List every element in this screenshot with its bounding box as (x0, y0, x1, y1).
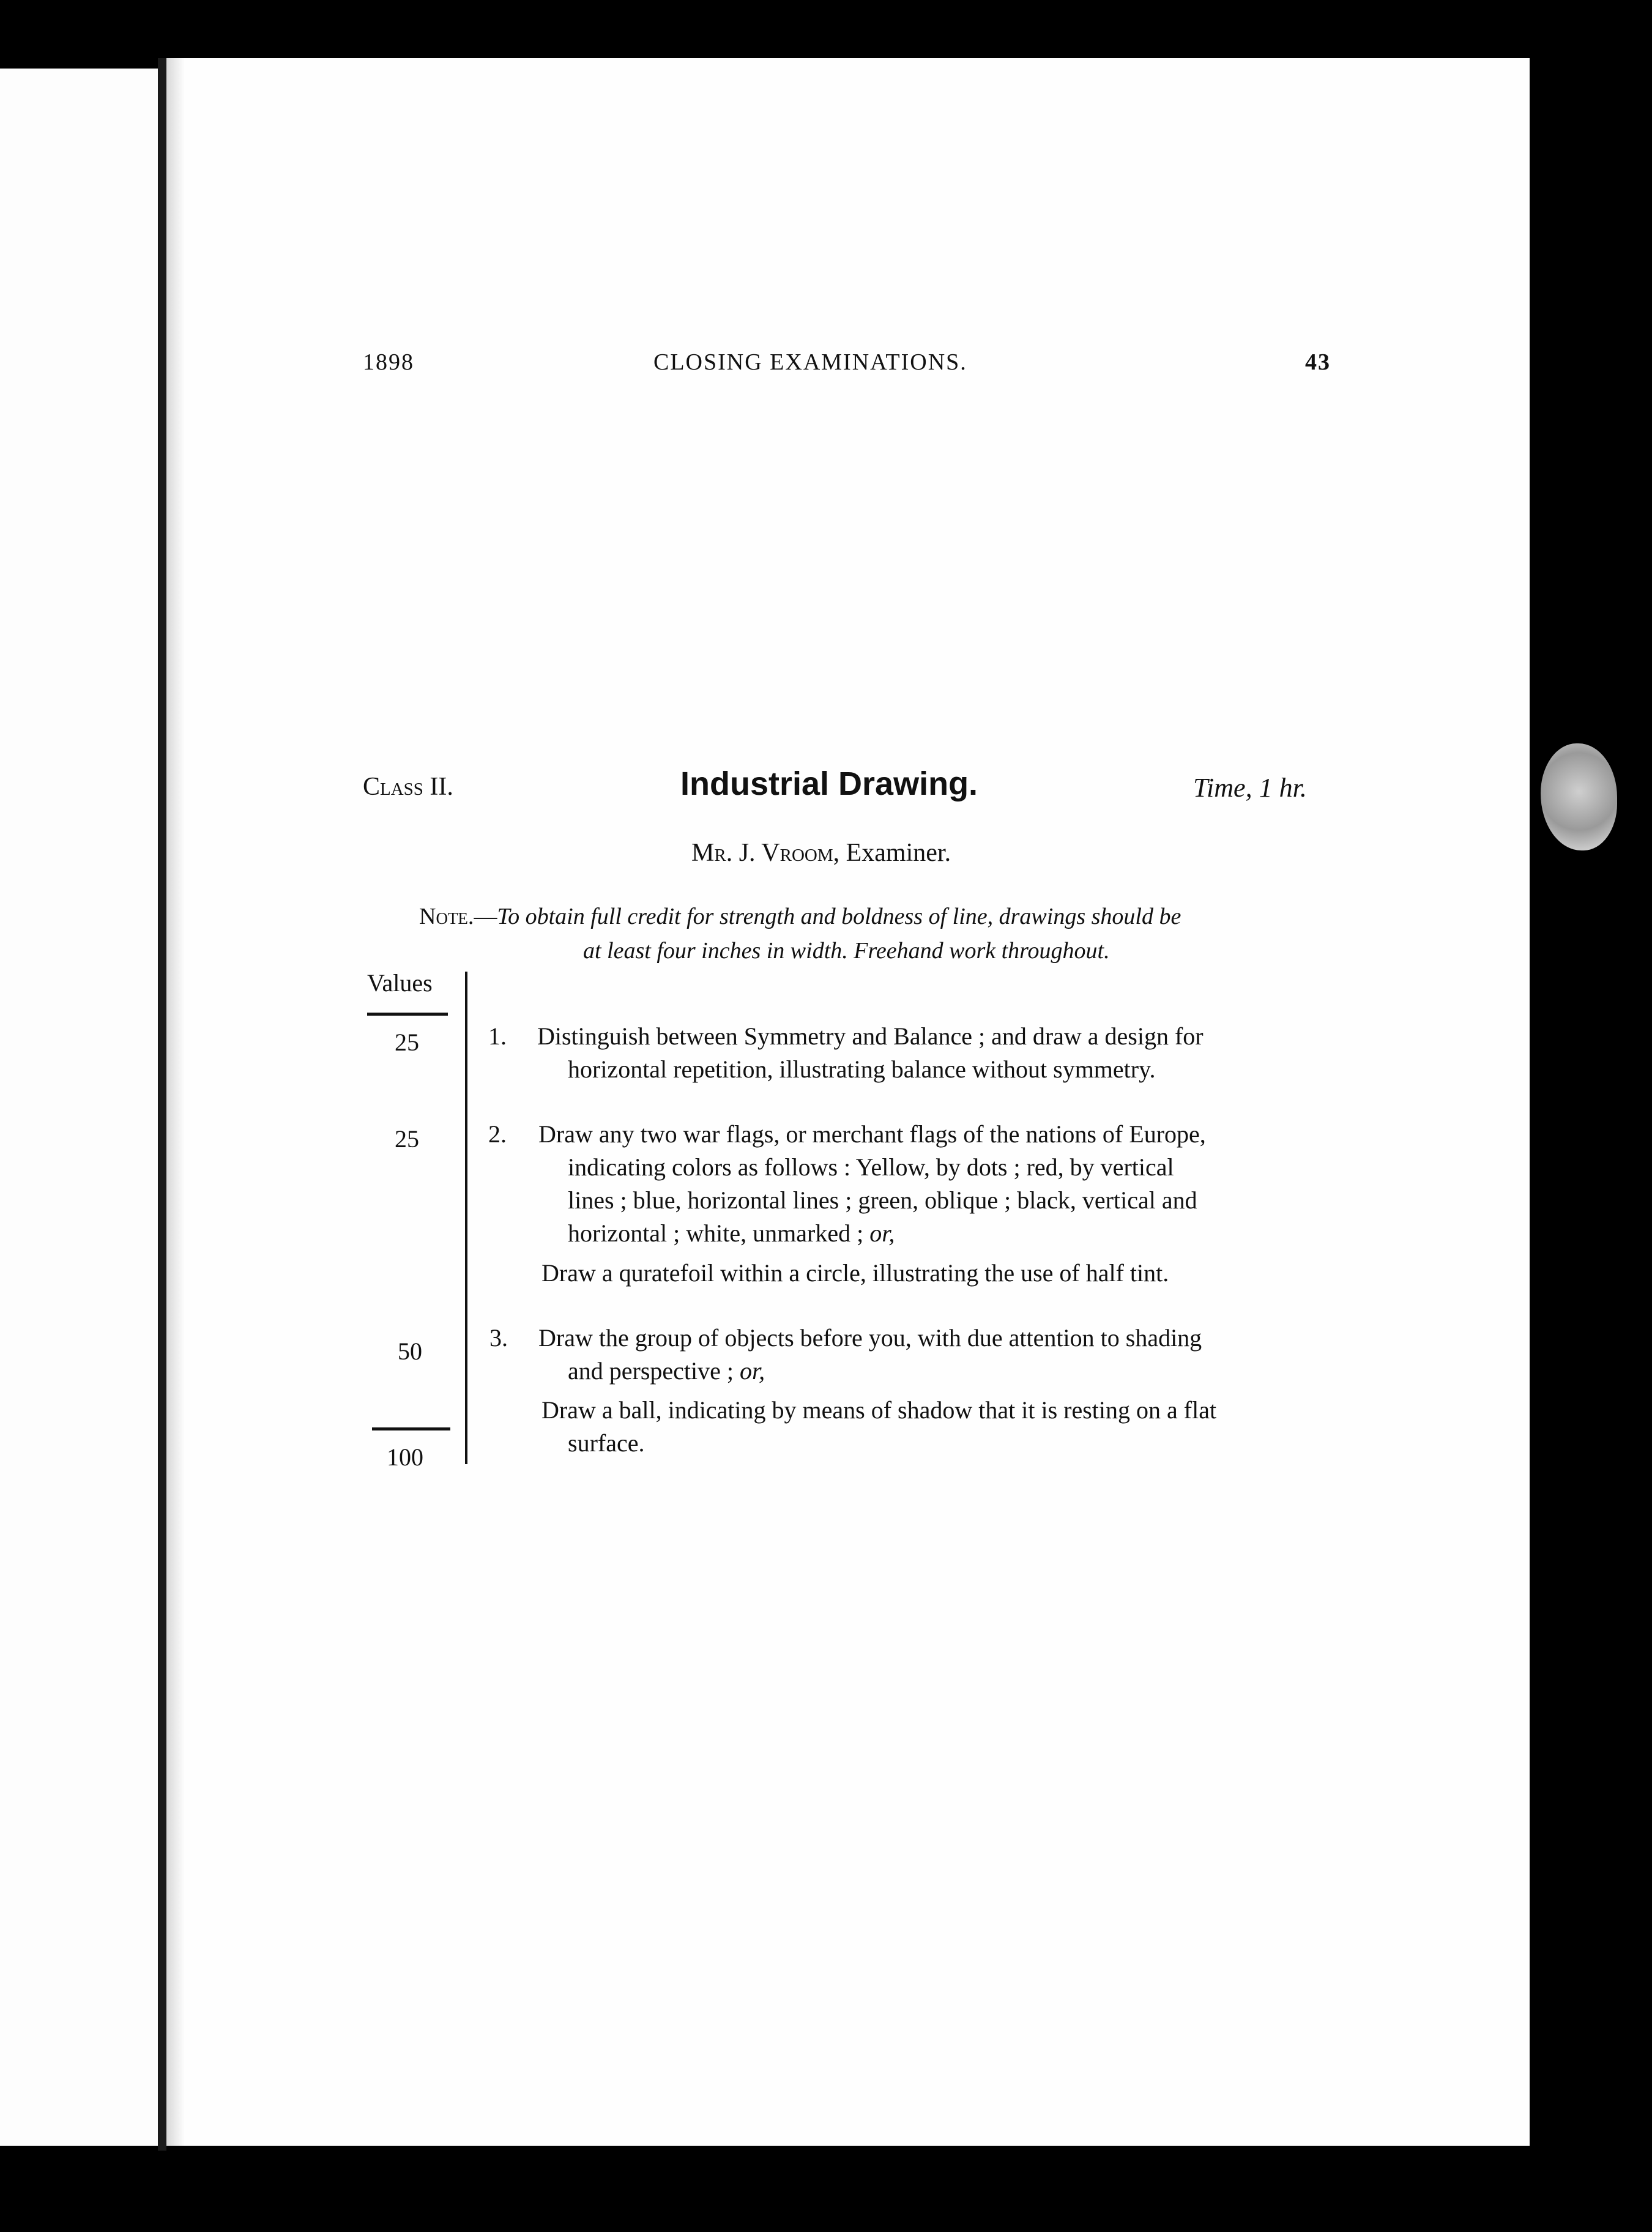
facing-page-edge (0, 69, 158, 2146)
examiner-role: Examiner. (839, 839, 951, 867)
book-gutter (158, 58, 166, 2151)
values-total-rule (372, 1427, 450, 1430)
exam-time: Time, 1 hr. (1193, 773, 1307, 803)
note-line-2: at least four inches in width. Freehand work throughout. (583, 938, 1110, 964)
question-2-line-2: indicating colors as follows : Yellow, by dots ; red, by vertical (568, 1153, 1174, 1181)
value-q1: 25 (395, 1029, 419, 1056)
running-head-title: CLOSING EXAMINATIONS. (653, 349, 967, 375)
question-1-line-2: horizontal repetition, illustrating balance without symmetry. (568, 1055, 1156, 1083)
note-dash: — (474, 904, 497, 929)
values-divider-line (465, 972, 467, 1464)
note-lead: Note. (419, 904, 474, 929)
running-head-year: 1898 (363, 349, 414, 375)
exam-subject-title: Industrial Drawing. (680, 765, 978, 802)
value-q2: 25 (395, 1125, 419, 1153)
value-q3: 50 (398, 1337, 422, 1365)
examiner-line (691, 838, 951, 868)
question-2-or: or, (869, 1219, 895, 1247)
question-3-number: 3. (489, 1324, 508, 1352)
question-3-alternative-line-1: Draw a ball, indicating by means of shadow that it is resting on a flat (541, 1396, 1217, 1424)
gutter-shadow (166, 58, 185, 2146)
values-header-rule (367, 1013, 448, 1016)
question-3-line-1: Draw the group of objects before you, with due attention to shading (538, 1324, 1202, 1352)
question-2-line-4 (568, 1217, 895, 1250)
paper-damage-blot (1541, 743, 1617, 850)
question-3-line-2 (568, 1355, 765, 1388)
values-total: 100 (387, 1443, 423, 1471)
class-label: Class II. (363, 773, 453, 801)
values-header: Values (367, 969, 433, 997)
question-2-line-1: Draw any two war flags, or merchant flags of the nations of Europe, (538, 1120, 1206, 1148)
note-line-1: To obtain full credit for strength and boldness of line, drawings should be (497, 904, 1181, 929)
question-1-line-1: Distinguish between Symmetry and Balance ; and draw a design for (537, 1022, 1204, 1050)
question-3-line-2-text: and perspective ; (568, 1357, 734, 1385)
examiner-name: Mr. J. Vroom, (691, 839, 840, 867)
question-1-number: 1. (488, 1022, 507, 1050)
page-number: 43 (1305, 349, 1331, 375)
question-3-or: or, (740, 1357, 765, 1385)
question-2-line-4-text: horizontal ; white, unmarked ; (568, 1219, 864, 1247)
exam-note (419, 899, 1343, 968)
question-2-alternative: Draw a quratefoil within a circle, illustrating the use of half tint. (541, 1259, 1169, 1287)
question-3-alternative-line-2: surface. (568, 1429, 645, 1457)
question-2-line-3: lines ; blue, horizontal lines ; green, oblique ; black, vertical and (568, 1186, 1197, 1214)
question-2-number: 2. (488, 1120, 507, 1148)
